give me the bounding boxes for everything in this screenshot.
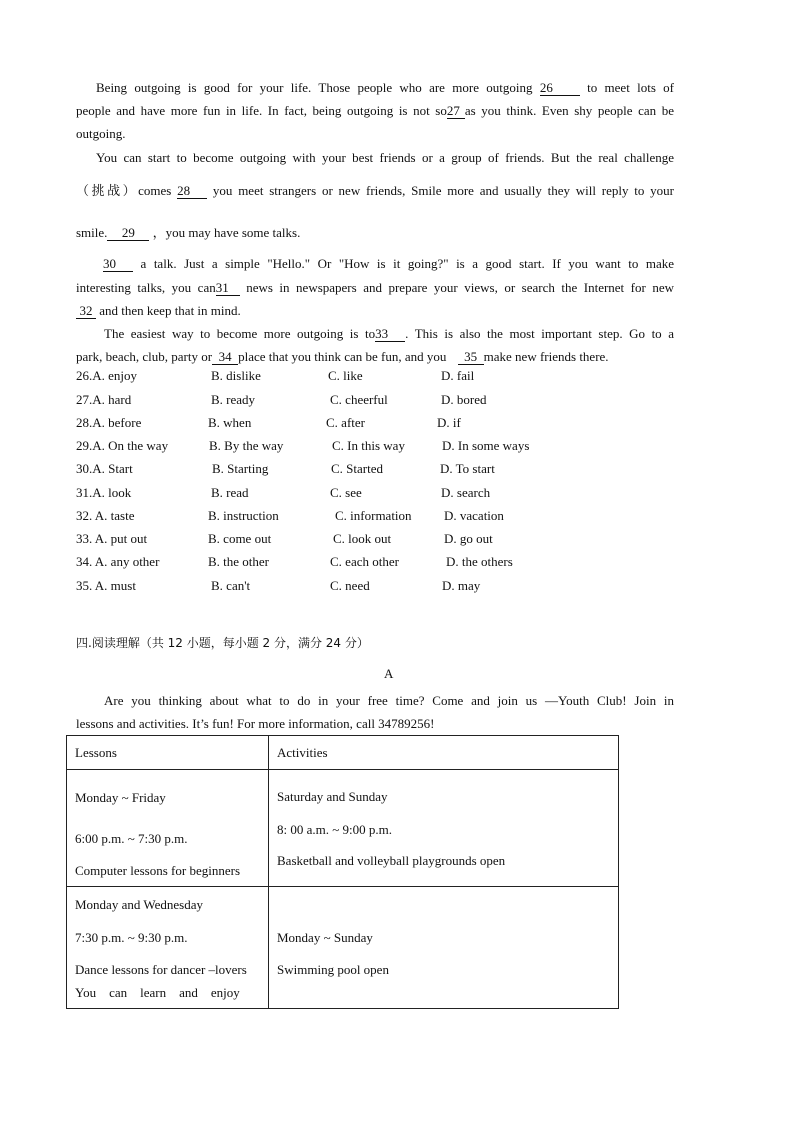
activity-cell — [269, 887, 619, 1009]
option-27-a: 27.A. hard — [76, 392, 132, 407]
passage-p1-line3: outgoing. — [76, 126, 126, 141]
passage-text: （挑战）comes — [76, 183, 172, 198]
option-33-c: C. look out — [333, 531, 392, 546]
option-31-c: C. see — [330, 485, 362, 500]
blank-28: 28 — [177, 184, 207, 199]
lesson-cell — [67, 770, 269, 887]
passage-text: to meet lots of — [587, 80, 675, 95]
intro-line2: lessons and activities. It’s fun! For more information, call 34789256! — [76, 716, 435, 731]
option-29-d: D. In some ways — [442, 438, 530, 453]
activity-time: 8: 00 a.m. ~ 9:00 p.m. — [277, 822, 393, 837]
passage-text: The easiest way to become more outgoing is to — [104, 326, 376, 341]
option-28-b: B. when — [208, 415, 252, 430]
option-34-a: 34. A. any other — [76, 554, 160, 569]
option-34-b: B. the other — [208, 554, 270, 569]
activity-cell — [269, 770, 619, 887]
option-29-c: C. In this way — [332, 438, 405, 453]
club-table — [66, 735, 619, 1009]
option-27-d: D. bored — [441, 392, 487, 407]
lesson-time: 6:00 p.m. ~ 7:30 p.m. — [75, 831, 188, 846]
option-27-c: C. cheerful — [330, 392, 388, 407]
option-28-a: 28.A. before — [76, 415, 142, 430]
lesson-days: Monday ~ Friday — [75, 790, 166, 805]
option-34-d: D. the others — [446, 554, 513, 569]
lesson-days: Monday and Wednesday — [75, 897, 203, 912]
option-33-a: 33. A. put out — [76, 531, 148, 546]
passage-text: interesting talks, you can — [76, 280, 216, 295]
option-26-d: D. fail — [441, 368, 475, 383]
header-lessons-cell — [67, 736, 269, 770]
passage-text: as you think. Even shy people can be — [464, 103, 674, 118]
option-31-d: D. search — [441, 485, 491, 500]
lesson-cell — [67, 887, 269, 1009]
option-32-c: C. information — [335, 508, 412, 523]
intro-line1 — [76, 689, 674, 712]
passage-text: you meet strangers or new friends, Smile more and usually they will reply to your — [212, 183, 674, 198]
blank-33: 33 — [375, 327, 405, 342]
passage-text: place that you think can be fun, and you — [238, 349, 447, 364]
option-30-a: 30.A. Start — [76, 461, 133, 476]
option-30-d: D. To start — [440, 461, 495, 476]
option-28-d: D. if — [437, 415, 461, 430]
activity-days: Saturday and Sunday — [277, 789, 388, 804]
option-29-a: 29.A. On the way — [76, 438, 169, 453]
table-row — [67, 770, 619, 887]
option-26-b: B. dislike — [211, 368, 261, 383]
passage-text: You can start to become outgoing with your best friends or a group of friends. But the real challenge — [96, 150, 674, 165]
activity-description: Basketball and volleyball playgrounds open — [277, 853, 506, 868]
lesson-description: Dance lessons for dancer –lovers — [75, 962, 247, 977]
option-28-c: C. after — [326, 415, 365, 430]
option-30-b: B. Starting — [212, 461, 269, 476]
passage-text: a talk. Just a simple "Hello." Or "How is it going?" is a good start. If you want to make — [140, 256, 675, 271]
passage-text: make new friends there. — [483, 349, 609, 364]
activity-days: Monday ~ Sunday — [277, 930, 373, 945]
blank-32: 32 — [76, 304, 96, 319]
intro-text: Are you thinking about what to do in your free time? Come and join us —Youth Club! Join in — [104, 693, 674, 708]
blank-29: 29 — [107, 226, 149, 241]
passage-p3-line1 — [76, 252, 674, 275]
passage-p2-line2 — [76, 179, 674, 202]
passage-p1-line2 — [76, 99, 674, 122]
option-35-d: D. may — [442, 578, 481, 593]
option-35-a: 35. A. must — [76, 578, 136, 593]
passage-p3-line3 — [76, 299, 674, 322]
passage-p2-line3 — [76, 221, 674, 244]
passage-text: ，you may have some talks. — [152, 225, 301, 240]
lesson-description: Computer lessons for beginners — [75, 863, 241, 878]
option-35-b: B. can't — [211, 578, 251, 593]
option-35-c: C. need — [330, 578, 370, 593]
activity-description: Swimming pool open — [277, 962, 389, 977]
option-33-b: B. come out — [208, 531, 272, 546]
option-31-a: 31.A. look — [76, 485, 132, 500]
passage-text: park, beach, club, party or — [76, 349, 213, 364]
option-32-d: D. vacation — [444, 508, 504, 523]
blank-27: 27 — [447, 104, 465, 119]
passage-text: and then keep that in mind. — [99, 303, 241, 318]
option-31-b: B. read — [211, 485, 249, 500]
passage-text: Being outgoing is good for your life. Those people who are more outgoing — [96, 80, 533, 95]
option-34-c: C. each other — [330, 554, 399, 569]
option-29-b: B. By the way — [209, 438, 284, 453]
option-26-a: 26.A. enjoy — [76, 368, 138, 383]
blank-35: 35 — [458, 350, 484, 365]
header-activities-cell — [269, 736, 619, 770]
option-30-c: C. Started — [331, 461, 383, 476]
option-27-b: B. ready — [211, 392, 256, 407]
option-32-a: 32. A. taste — [76, 508, 135, 523]
section-heading: 四.阅读理解（共 12 小题，每小题 2 分，满分 24 分） — [76, 636, 369, 650]
passage-p4-line1 — [76, 322, 674, 345]
table-header-row — [67, 736, 619, 770]
option-33-d: D. go out — [444, 531, 493, 546]
option-32-b: B. instruction — [208, 508, 279, 523]
option-26-c: C. like — [328, 368, 363, 383]
passage-text: . This is also the most important step. Go to a — [405, 326, 674, 341]
lesson-time: 7:30 p.m. ~ 9:30 p.m. — [75, 930, 188, 945]
passage-p1-line1 — [76, 76, 674, 99]
header-lessons: Lessons — [75, 745, 117, 760]
header-activities: Activities — [277, 745, 328, 760]
table-row — [67, 887, 619, 1009]
part-label: A — [384, 666, 394, 681]
passage-p2-line1 — [76, 146, 674, 169]
lesson-description-cont: You can learn and enjoy — [75, 985, 240, 1000]
blank-31: 31 — [216, 281, 240, 296]
blank-26: 26 — [540, 81, 580, 96]
passage-text: news in newspapers and prepare your views, or search the Internet for new — [246, 280, 674, 295]
passage-p4-line2 — [76, 345, 674, 368]
passage-p3-line2 — [76, 276, 674, 299]
passage-text: smile. — [76, 225, 108, 240]
blank-34: 34 — [212, 350, 238, 365]
passage-text: people and have more fun in life. In fact, being outgoing is not so — [76, 103, 447, 118]
blank-30: 30 — [103, 257, 133, 272]
